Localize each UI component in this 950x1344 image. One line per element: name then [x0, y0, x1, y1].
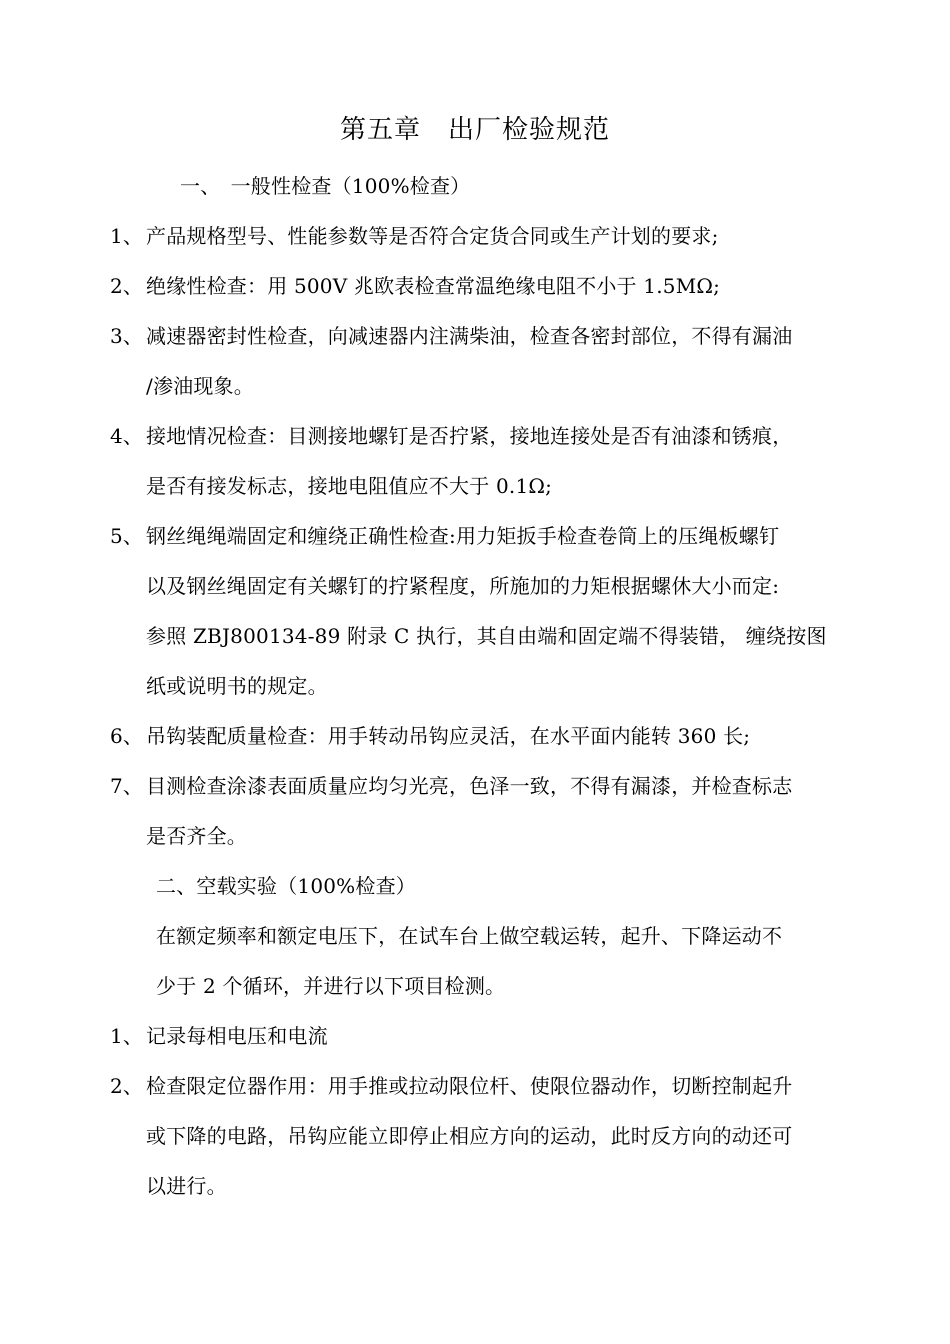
- item-4-line-2: 是否有接发标志，接地电阻值应不大于 0.1Ω;: [146, 474, 553, 498]
- item-7-number: 7、: [110, 774, 144, 798]
- s2-item-2-line-1: 检查限定位器作用：用手推或拉动限位杆、使限位器动作，切断控制起升: [146, 1074, 793, 1098]
- item-6-line-1: 吊钩装配质量检查：用手转动吊钩应灵活，在水平面内能转 360 长;: [146, 724, 751, 748]
- item-6-number: 6、: [110, 724, 144, 748]
- item-4-line-1: 接地情况检查：目测接地螺钉是否拧紧，接地连接处是否有油漆和锈痕，: [146, 424, 793, 448]
- s2-item-2-number: 2、: [110, 1074, 144, 1098]
- item-2-number: 2、: [110, 274, 144, 298]
- chapter-title: 第五章 出厂检验规范: [339, 115, 610, 145]
- section-2-heading: 二、空载实验（100%检查）: [156, 874, 416, 898]
- item-4-number: 4、: [110, 424, 144, 448]
- item-7-line-1: 目测检查涂漆表面质量应均匀光亮，色泽一致，不得有漏漆，并检查标志: [146, 774, 793, 798]
- section-2-intro-line-2: 少于 2 个循环，并进行以下项目检测。: [156, 974, 506, 998]
- s2-item-2-line-2: 或下降的电路，吊钩应能立即停止相应方向的运动，此时反方向的动还可: [146, 1124, 793, 1148]
- item-7-line-2: 是否齐全。: [146, 824, 247, 848]
- item-5-number: 5、: [110, 524, 144, 548]
- s2-item-1-line-1: 记录每相电压和电流: [146, 1024, 328, 1048]
- item-3-line-2: /渗油现象。: [146, 374, 254, 398]
- s2-item-1-number: 1、: [110, 1024, 144, 1048]
- item-3-number: 3、: [110, 324, 144, 348]
- s2-item-2-line-3: 以进行。: [146, 1174, 227, 1198]
- item-2-line-1: 绝缘性检查：用 500V 兆欧表检查常温绝缘电阻不小于 1.5MΩ;: [146, 274, 721, 298]
- item-3-line-1: 减速器密封性检查，向减速器内注满柴油，检查各密封部位，不得有漏油: [146, 324, 793, 348]
- item-1-number: 1、: [110, 224, 144, 248]
- item-5-line-3: 参照 ZBJ800134-89 附录 C 执行，其自由端和固定端不得装错， 缠绕按图: [146, 624, 827, 648]
- section-1-heading: 一、 一般性检查（100%检查）: [180, 174, 471, 198]
- section-2-intro-line-1: 在额定频率和额定电压下，在试车台上做空载运转，起升、下降运动不: [156, 924, 783, 948]
- item-5-line-1: 钢丝绳绳端固定和缠绕正确性检查:用力矩扳手检查卷筒上的压绳板螺钉: [146, 524, 780, 548]
- item-1-line-1: 产品规格型号、性能参数等是否符合定货合同或生产计划的要求;: [146, 224, 719, 248]
- item-5-line-2: 以及钢丝绳固定有关螺钉的拧紧程度，所施加的力矩根据螺休大小而定:: [146, 574, 780, 598]
- item-5-line-4: 纸或说明书的规定。: [146, 674, 328, 698]
